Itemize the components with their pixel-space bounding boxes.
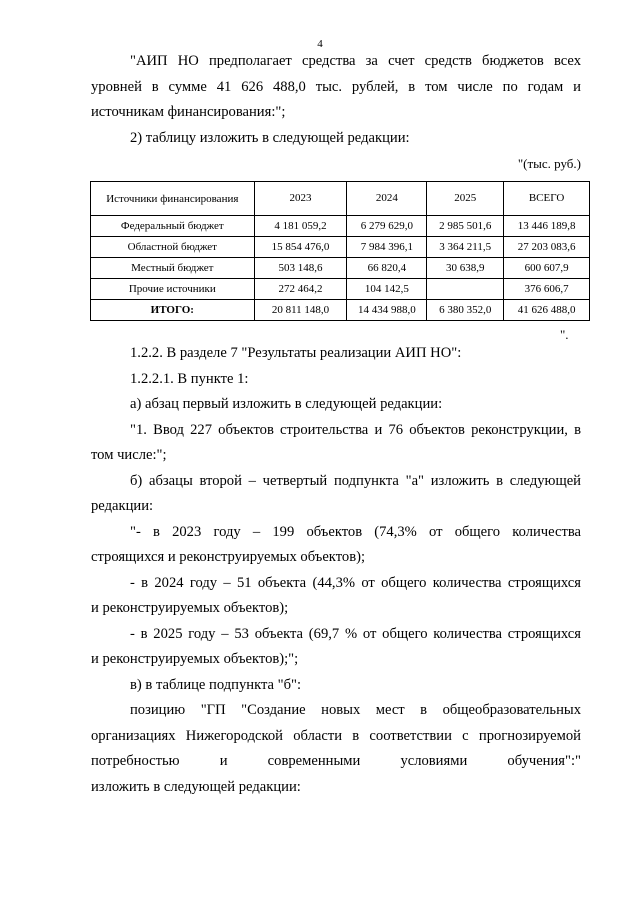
body-line: в) в таблице подпункта "б": — [130, 676, 302, 693]
body-line: организациях Нижегородской области в соответствии с прогнозируемой — [91, 727, 581, 744]
intro-line-2: уровней в сумме 41 626 488,0 тыс. рублей, в том числе по годам и — [91, 78, 581, 95]
cell-total: 27 203 083,6 — [504, 237, 590, 258]
total-label: ИТОГО: — [91, 300, 255, 321]
table-closing-quote: ". — [560, 327, 569, 342]
body-line: изложить в следующей редакции: — [91, 778, 301, 795]
total-all: 41 626 488,0 — [504, 300, 590, 321]
body-line: позицию "ГП "Создание новых мест в общеобразовательных — [130, 702, 581, 718]
cell-2025: 2 985 501,6 — [427, 216, 504, 237]
body-line: - в 2025 году – 53 объекта (69,7 % от общего количества строящихся — [130, 625, 581, 642]
cell-2023: 15 854 476,0 — [254, 237, 347, 258]
body-line: б) абзацы второй – четвертый подпункта "а" изложить в следующей — [130, 472, 581, 489]
cell-2023: 4 181 059,2 — [254, 216, 347, 237]
body-line: и реконструируемых объектов); — [91, 600, 289, 616]
cell-2025: 3 364 211,5 — [427, 237, 504, 258]
table-header-row — [91, 182, 590, 216]
total-2025: 6 380 352,0 — [427, 300, 504, 321]
row-label: Прочие источники — [91, 279, 255, 300]
body-line: "- в 2023 году – 199 объектов (74,3% от общего количества — [130, 523, 581, 540]
body-line: строящихся и реконструируемых объектов); — [91, 549, 365, 565]
table-total-row — [91, 300, 590, 321]
body-section — [91, 341, 581, 800]
financing-table — [90, 181, 590, 321]
cell-2025 — [427, 279, 504, 300]
body-line: а) абзац первый изложить в следующей редакции: — [130, 396, 443, 412]
body-line: "1. Ввод 227 объектов строительства и 76 объектов реконструкции, в — [130, 421, 581, 438]
table-row — [91, 237, 590, 258]
body-line: редакции: — [91, 498, 154, 514]
cell-total: 13 446 189,8 — [504, 216, 590, 237]
table-row — [91, 279, 590, 300]
header-2025: 2025 — [427, 182, 504, 216]
table-row — [91, 258, 590, 279]
cell-2023: 503 148,6 — [254, 258, 347, 279]
cell-2024: 7 984 396,1 — [347, 237, 427, 258]
cell-2024: 104 142,5 — [347, 279, 427, 300]
total-2024: 14 434 988,0 — [347, 300, 427, 321]
body-line: и реконструируемых объектов);"; — [91, 651, 299, 667]
intro-line-3: источникам финансирования:"; — [91, 104, 286, 120]
row-label: Местный бюджет — [91, 258, 255, 279]
cell-2023: 272 464,2 — [254, 279, 347, 300]
row-label: Областной бюджет — [91, 237, 255, 258]
header-2024: 2024 — [347, 182, 427, 216]
body-line: том числе:"; — [91, 447, 167, 463]
table-row — [91, 216, 590, 237]
units-label: "(тыс. руб.) — [517, 156, 581, 171]
cell-2025: 30 638,9 — [427, 258, 504, 279]
body-line: 1.2.2.1. В пункте 1: — [130, 370, 249, 387]
intro-line-1: "АИП НО предполагает средства за счет средств бюджетов всех — [130, 53, 581, 69]
body-line: потребностью и современными условиями обучения":" — [91, 753, 581, 769]
cell-2024: 6 279 629,0 — [347, 216, 427, 237]
header-total: ВСЕГО — [504, 182, 590, 216]
intro-para-2: 2) таблицу изложить в следующей редакции: — [130, 129, 410, 146]
cell-total: 600 607,9 — [504, 258, 590, 279]
cell-2024: 66 820,4 — [347, 258, 427, 279]
page-number: 4 — [317, 38, 323, 50]
total-2023: 20 811 148,0 — [254, 300, 347, 321]
body-line: 1.2.2. В разделе 7 "Результаты реализации АИП НО": — [130, 345, 462, 361]
row-label: Федеральный бюджет — [91, 216, 255, 237]
cell-total: 376 606,7 — [504, 279, 590, 300]
intro-section — [91, 49, 581, 177]
header-source: Источники финансирования — [91, 182, 255, 216]
header-2023: 2023 — [254, 182, 347, 216]
body-line: - в 2024 году – 51 объекта (44,3% от общего количества строящихся — [130, 574, 581, 591]
